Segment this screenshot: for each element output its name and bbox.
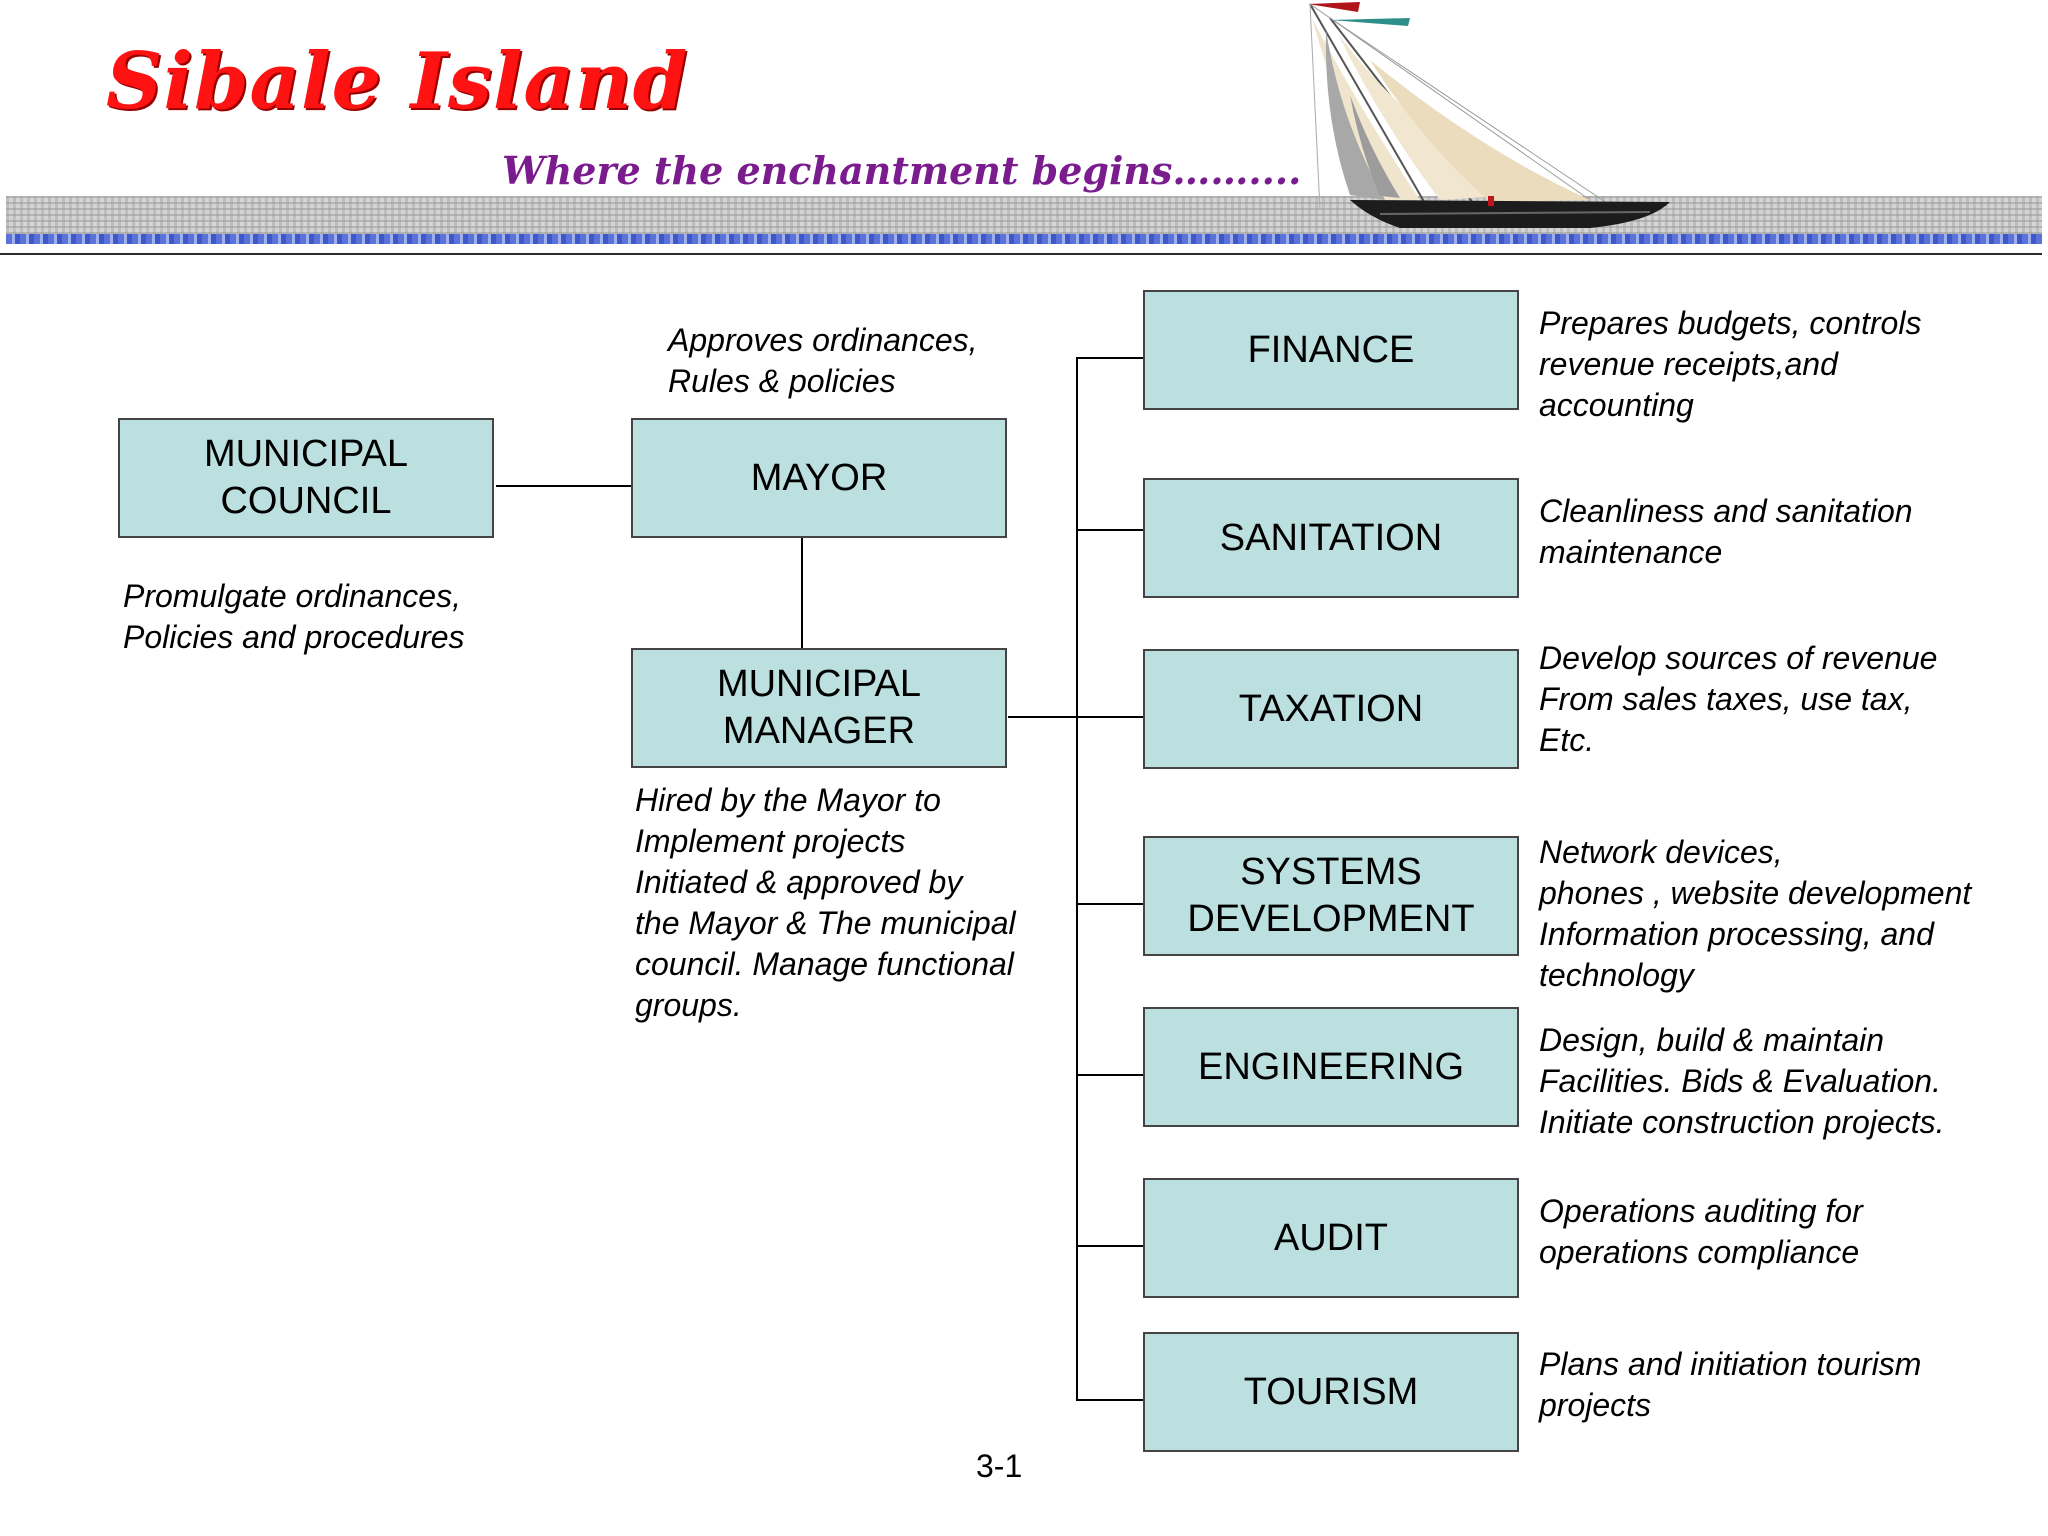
page-title: Sibale Island [106, 36, 689, 127]
engineering-note: Design, build & maintain Facilities. Bids & Evaluation. Initiate construction projects. [1539, 1022, 1945, 1140]
systems-development-box: SYSTEMS DEVELOPMENT [1143, 836, 1519, 956]
header-divider [0, 253, 2042, 255]
finance-note: Prepares budgets, controls revenue receipts,and accounting [1539, 305, 1922, 423]
connector-sanitation [1076, 529, 1144, 531]
connector-audit [1076, 1245, 1144, 1247]
connector-council-mayor [496, 485, 632, 487]
connector-finance [1076, 357, 1144, 359]
municipal-council-box: MUNICIPAL COUNCIL [118, 418, 494, 538]
engineering-box: ENGINEERING [1143, 1007, 1519, 1127]
sailboat-icon [1290, 0, 1740, 250]
connector-manager-trunk [1008, 716, 1078, 718]
sanitation-note: Cleanliness and sanitation maintenance [1539, 493, 1913, 570]
mayor-box: MAYOR [631, 418, 1007, 538]
audit-box: AUDIT [1143, 1178, 1519, 1298]
finance-box: FINANCE [1143, 290, 1519, 410]
municipal-manager-box: MUNICIPAL MANAGER [631, 648, 1007, 768]
connector-mayor-manager [801, 537, 803, 649]
sanitation-box: SANITATION [1143, 478, 1519, 598]
connector-engineering [1076, 1074, 1144, 1076]
mayor-note: Approves ordinances, Rules & policies [668, 322, 978, 399]
connector-tourism [1076, 1399, 1144, 1401]
page-subtitle: Where the enchantment begins…….... [502, 148, 1302, 193]
connector-taxation [1076, 716, 1144, 718]
connector-systems [1076, 903, 1144, 905]
taxation-note: Develop sources of revenue From sales taxes, use tax, Etc. [1539, 640, 1938, 758]
tourism-box: TOURISM [1143, 1332, 1519, 1452]
manager-note: Hired by the Mayor to Implement projects Initiated & approved by the Mayor & The municipal council. Manage functional groups. [635, 782, 1016, 1023]
audit-note: Operations auditing for operations compliance [1539, 1193, 1863, 1270]
page-number: 3-1 [976, 1448, 1023, 1484]
systems-note: Network devices, phones , website development Information processing, and technology [1539, 834, 1972, 993]
tourism-note: Plans and initiation tourism projects [1539, 1346, 1922, 1423]
council-note: Promulgate ordinances, Policies and procedures [123, 578, 465, 655]
taxation-box: TAXATION [1143, 649, 1519, 769]
